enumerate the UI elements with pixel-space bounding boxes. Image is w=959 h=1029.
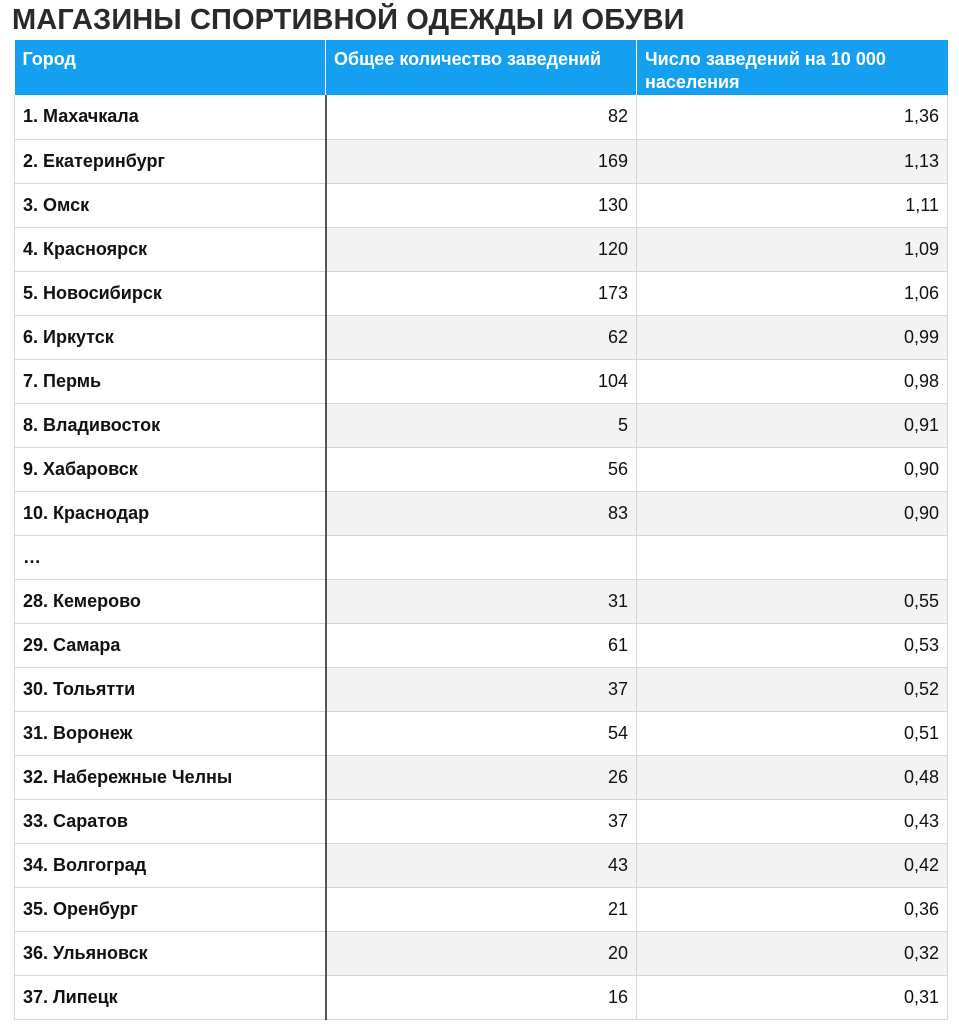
per-10000-cell: 0,91 [637,403,948,447]
city-cell: 5. Новосибирск [15,271,326,315]
total-cell: 130 [326,183,637,227]
per-10000-cell: 0,43 [637,799,948,843]
per-10000-cell: 0,42 [637,843,948,887]
table-row [15,139,948,183]
city-cell: 36. Ульяновск [15,931,326,975]
per-10000-cell: 0,32 [637,931,948,975]
per-10000-cell: 0,31 [637,975,948,1019]
table-row [15,359,948,403]
city-cell: 9. Хабаровск [15,447,326,491]
city-cell: 34. Волгоград [15,843,326,887]
per-10000-cell: 1,36 [637,95,948,139]
total-cell: 21 [326,887,637,931]
table-row [15,623,948,667]
per-10000-cell: 0,90 [637,447,948,491]
total-cell: 169 [326,139,637,183]
table-row [15,447,948,491]
table-header-row [15,40,948,95]
table-row [15,887,948,931]
city-cell: … [15,535,326,579]
table-row [15,843,948,887]
total-cell [326,535,637,579]
per-10000-cell: 0,90 [637,491,948,535]
table-row [15,315,948,359]
city-cell: 3. Омск [15,183,326,227]
city-cell: 37. Липецк [15,975,326,1019]
table-row [15,931,948,975]
table-row [15,975,948,1019]
city-cell: 10. Краснодар [15,491,326,535]
total-cell: 120 [326,227,637,271]
total-cell: 56 [326,447,637,491]
page-title: МАГАЗИНЫ СПОРТИВНОЙ ОДЕЖДЫ И ОБУВИ [12,4,685,36]
table-row [15,95,948,139]
table-row [15,491,948,535]
per-10000-cell: 0,36 [637,887,948,931]
city-cell: 35. Оренбург [15,887,326,931]
total-cell: 83 [326,491,637,535]
city-cell: 29. Самара [15,623,326,667]
table-row [15,579,948,623]
table-row [15,183,948,227]
city-cell: 30. Тольятти [15,667,326,711]
per-10000-cell: 0,55 [637,579,948,623]
per-10000-cell: 0,99 [637,315,948,359]
table-body [15,95,948,1019]
per-10000-cell: 1,06 [637,271,948,315]
total-cell: 82 [326,95,637,139]
city-cell: 31. Воронеж [15,711,326,755]
per-10000-cell: 1,11 [637,183,948,227]
total-cell: 37 [326,667,637,711]
per-10000-cell: 0,48 [637,755,948,799]
table-row [15,403,948,447]
city-cell: 33. Саратов [15,799,326,843]
city-cell: 32. Набережные Челны [15,755,326,799]
stores-table [14,40,948,1020]
per-10000-cell: 1,13 [637,139,948,183]
total-cell: 5 [326,403,637,447]
per-10000-cell: 0,53 [637,623,948,667]
per-10000-cell: 0,51 [637,711,948,755]
total-cell: 26 [326,755,637,799]
table-row [15,799,948,843]
city-cell: 8. Владивосток [15,403,326,447]
city-cell: 28. Кемерово [15,579,326,623]
per-10000-cell: 0,52 [637,667,948,711]
total-cell: 16 [326,975,637,1019]
total-cell: 61 [326,623,637,667]
per-10000-cell [637,535,948,579]
total-cell: 173 [326,271,637,315]
table-row [15,711,948,755]
table-row [15,535,948,579]
table-row [15,755,948,799]
total-cell: 62 [326,315,637,359]
city-cell: 7. Пермь [15,359,326,403]
city-cell: 4. Красноярск [15,227,326,271]
city-cell: 2. Екатеринбург [15,139,326,183]
table-row [15,271,948,315]
total-cell: 54 [326,711,637,755]
per-10000-cell: 0,98 [637,359,948,403]
city-cell: 1. Махачкала [15,95,326,139]
column-header-city: Город [15,40,326,95]
column-header-total: Общее количество заведений [326,40,637,95]
total-cell: 37 [326,799,637,843]
total-cell: 31 [326,579,637,623]
total-cell: 20 [326,931,637,975]
per-10000-cell: 1,09 [637,227,948,271]
total-cell: 104 [326,359,637,403]
column-header-per-10000: Число заведений на 10 000 населения [637,40,948,95]
table-row [15,227,948,271]
city-cell: 6. Иркутск [15,315,326,359]
table-row [15,667,948,711]
total-cell: 43 [326,843,637,887]
